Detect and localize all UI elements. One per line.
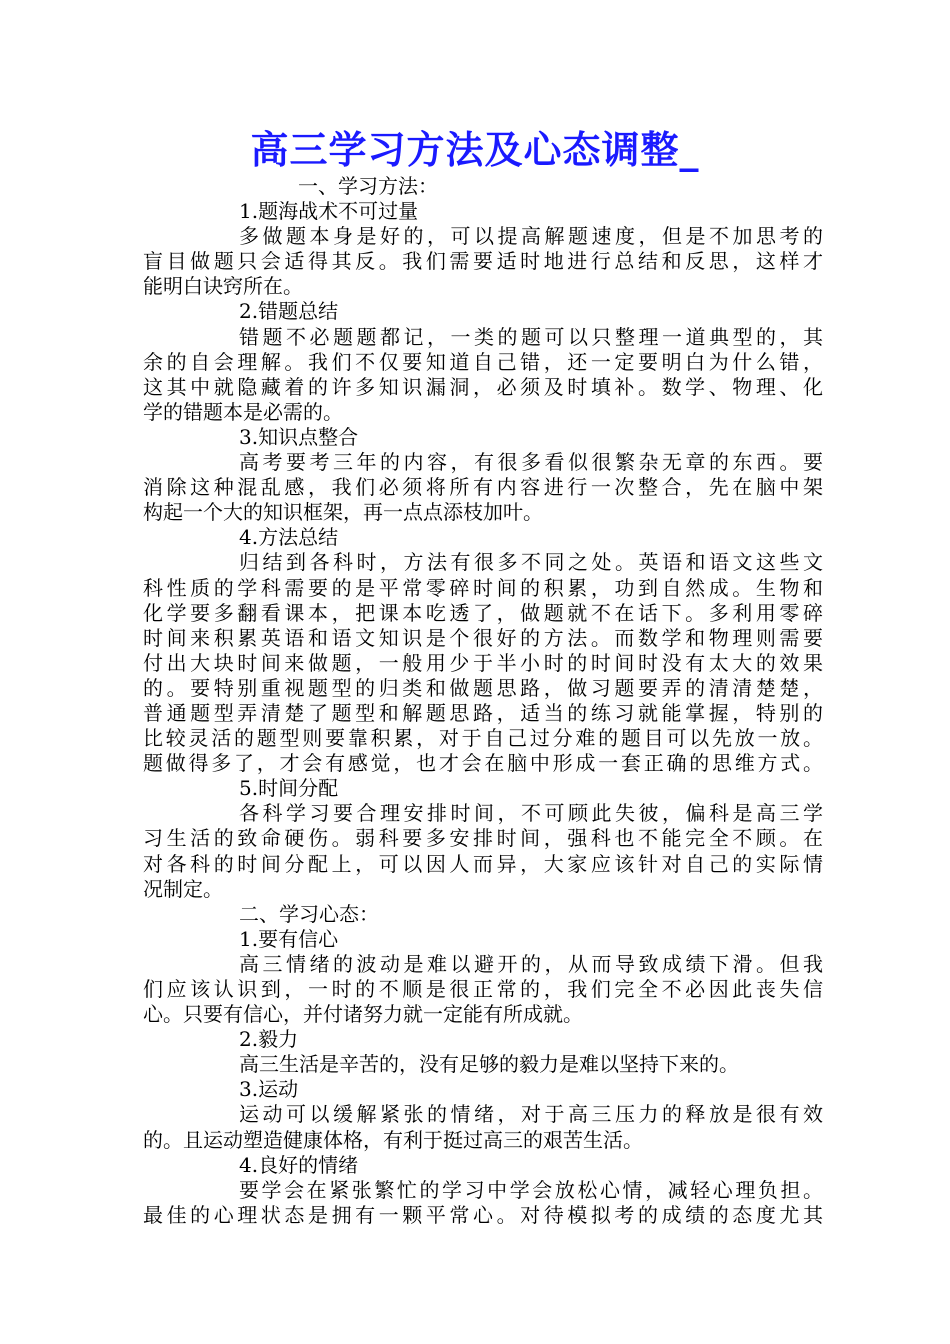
section-heading-study-mindset: 二、学习心态： [239,901,379,926]
item-heading: 3.运动 [239,1077,299,1102]
section-heading-study-methods: 一、学习方法： [298,174,438,198]
paragraph-line: 消除这种混乱感，我们必须将所有内容进行一次整合，先在脑中架 [143,475,823,500]
paragraph-line: 运动可以缓解紧张的情绪，对于高三压力的释放是很有效 [239,1102,823,1127]
paragraph-line: 付出大块时间来做题，一般用少于半小时的时间时没有太大的效果 [143,650,823,675]
paragraph-line: 能明白诀窍所在。 [143,274,303,299]
item-heading: 1.题海战术不可过量 [239,199,419,224]
paragraph-line: 这其中就隐藏着的许多知识漏洞，必须及时填补。数学、物理、化 [143,374,823,399]
item-heading: 3.知识点整合 [239,424,359,449]
paragraph-line: 比较灵活的题型则要靠积累，对于自己过分难的题目可以先放一放。 [143,726,823,751]
paragraph-line: 的。且运动塑造健康体格，有利于挺过高三的艰苦生活。 [143,1127,643,1152]
item-heading: 4.良好的情绪 [239,1152,359,1177]
paragraph-line: 的。要特别重视题型的归类和做题思路，做习题要弄的清清楚楚， [143,675,823,700]
paragraph-line: 们应该认识到，一时的不顺是很正常的，我们完全不必因此丧失信 [143,977,823,1001]
paragraph-line: 最佳的心理状态是拥有一颗平常心。对待模拟考的成绩的态度尤其 [143,1202,823,1227]
item-heading: 2.错题总结 [239,299,339,324]
item-heading: 1.要有信心 [239,926,339,951]
paragraph-line: 对各科的时间分配上，可以因人而异，大家应该针对自己的实际情 [143,851,823,876]
paragraph-line: 构起一个大的知识框架，再一点点添枝加叶。 [143,500,543,525]
paragraph-line: 心。只要有信心，并付诸努力就一定能有所成就。 [143,1002,583,1027]
paragraph-line: 要学会在紧张繁忙的学习中学会放松心情，减轻心理负担。 [239,1177,823,1202]
paragraph-line: 错题不必题题都记，一类的题可以只整理一道典型的，其 [239,324,823,349]
paragraph-line: 科性质的学科需要的是平常零碎时间的积累，功到自然成。生物和 [143,575,823,600]
paragraph-line: 多做题本身是好的，可以提高解题速度，但是不加思考的 [239,224,823,249]
paragraph-line: 题做得多了，才会有感觉，也才会在脑中形成一套正确的思维方式。 [143,751,823,776]
item-heading: 2.毅力 [239,1027,299,1052]
paragraph-line: 学的错题本是必需的。 [143,399,343,424]
paragraph-line: 普通题型弄清楚了题型和解题思路，适当的练习就能掌握，特别的 [143,700,823,725]
document-body [143,174,823,1228]
paragraph-line: 时间来积累英语和语文知识是个很好的方法。而数学和物理则需要 [143,625,823,650]
paragraph-line: 习生活的致命硬伤。弱科要多安排时间，强科也不能完全不顾。在 [143,826,823,851]
item-heading: 5.时间分配 [239,776,339,801]
document-title: 高三学习方法及心态调整_ [250,127,700,172]
paragraph-line: 况制定。 [143,876,223,901]
paragraph-line: 高考要考三年的内容，有很多看似很繁杂无章的东西。要 [239,450,823,475]
paragraph-line: 余的自会理解。我们不仅要知道自己错，还一定要明白为什么错， [143,349,823,374]
paragraph-line: 归结到各科时，方法有很多不同之处。英语和语文这些文 [239,550,823,575]
paragraph-line: 盲目做题只会适得其反。我们需要适时地进行总结和反思，这样才 [143,249,823,274]
paragraph-line: 各科学习要合理安排时间，不可顾此失彼，偏科是高三学 [239,801,823,826]
paragraph-line: 化学要多翻看课本，把课本吃透了，做题就不在话下。多利用零碎 [143,600,823,625]
paragraph-line: 高三情绪的波动是难以避开的，从而导致成绩下滑。但我 [239,951,823,976]
item-heading: 4.方法总结 [239,525,339,550]
paragraph-line: 高三生活是辛苦的，没有足够的毅力是难以坚持下来的。 [239,1052,739,1077]
